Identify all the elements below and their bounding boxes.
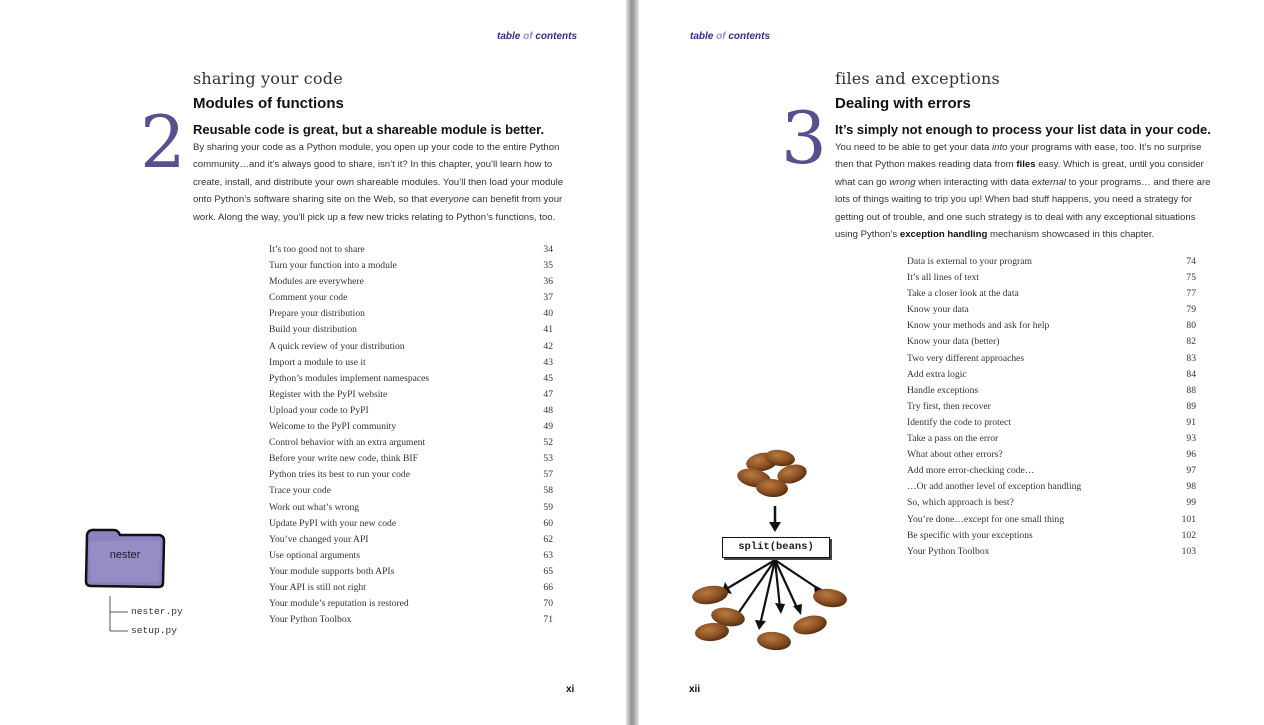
toc-entry[interactable] <box>269 580 553 596</box>
toc-entry-page: 41 <box>543 324 553 336</box>
toc-entry-page: 62 <box>543 533 553 545</box>
intro-text-segment: mechanism showcased in this chapter. <box>987 229 1155 241</box>
toc-entry-page: 36 <box>543 276 553 288</box>
toc-entry[interactable] <box>907 544 1196 560</box>
toc-entry-page: 66 <box>543 581 553 593</box>
intro-text-segment: exception handling <box>899 229 988 241</box>
file-setup-py: setup.py <box>131 625 178 636</box>
toc-entry-label: Add more error-checking code… <box>907 465 1035 477</box>
toc-entry-label: Your Python Toolbox <box>907 545 990 557</box>
toc-entry-page: 59 <box>543 501 553 513</box>
toc-entry-page: 63 <box>543 549 553 561</box>
toc-entry-label: Know your data <box>907 304 969 316</box>
toc-entry-page: 101 <box>1181 513 1196 525</box>
toc-entry-label: You’re done…except for one small thing <box>907 513 1065 525</box>
toc-entry[interactable] <box>907 479 1196 495</box>
toc-entry-label: Work out what’s wrong <box>269 501 360 513</box>
toc-entry-label: …Or add another level of exception handling <box>907 481 1082 493</box>
toc-entry-label: Data is external to your program <box>907 256 1032 267</box>
arrow-down-icon <box>769 506 781 532</box>
toc-entry-label: What about other errors? <box>907 449 1003 461</box>
toc-entry-page: 102 <box>1181 529 1196 541</box>
toc-entry-label: Register with the PyPI website <box>269 388 388 400</box>
toc-entry-page: 80 <box>1186 320 1196 332</box>
intro-text-segment: consider what can go <box>835 159 1204 188</box>
toc-entry-page: 84 <box>1186 368 1196 380</box>
toc-entry[interactable] <box>269 435 553 451</box>
toc-entry-label: Before your write new code, think BIF <box>269 453 418 465</box>
toc-entry[interactable] <box>269 483 553 499</box>
intro-text-segment: situations using Python’s <box>835 211 1196 241</box>
toc-entry-page: 71 <box>543 614 553 626</box>
toc-entry[interactable] <box>269 290 553 306</box>
chapter-section-name: sharing your code <box>193 69 343 88</box>
chapter-intro <box>835 139 1220 243</box>
toc-entry-page: 57 <box>543 469 553 481</box>
toc-entry-label: Your API is still not right <box>269 581 366 593</box>
toc-entry-label: Turn your function into a module <box>269 260 397 272</box>
folder-label: nester <box>109 549 141 561</box>
toc-entry-page: 93 <box>1186 433 1196 445</box>
toc-entry-page: 60 <box>543 517 553 529</box>
left-page <box>0 0 626 725</box>
toc-entry-page: 48 <box>543 404 553 416</box>
toc-entry-page: 58 <box>543 485 553 497</box>
intro-text-segment: files <box>1016 159 1036 171</box>
bean-pile-icon <box>736 448 809 498</box>
running-head-contents: contents <box>535 31 578 42</box>
toc-entry[interactable] <box>269 467 553 483</box>
toc-entry[interactable] <box>269 339 553 355</box>
page-number: xii <box>689 684 701 695</box>
toc-entry-page: 65 <box>543 565 553 577</box>
toc-entry[interactable] <box>269 532 553 548</box>
toc-entry[interactable] <box>269 371 553 387</box>
chapter-number: 2 <box>140 100 186 184</box>
chapter-title: Modules of functions <box>193 95 344 112</box>
toc-entry-label: Try first, then recover <box>907 400 991 412</box>
toc-entry[interactable] <box>907 383 1196 399</box>
book-gutter <box>626 0 639 725</box>
toc-entry-page: 77 <box>1186 288 1196 300</box>
toc-entry[interactable] <box>269 403 553 419</box>
toc-entry-label: Prepare your distribution <box>269 308 365 320</box>
chapter-number: 3 <box>781 96 827 180</box>
toc-entry[interactable] <box>269 274 553 290</box>
toc-entry[interactable] <box>269 548 553 564</box>
toc-entry-label: Your module’s reputation is restored <box>269 598 409 610</box>
toc-entry-page: 37 <box>543 292 553 304</box>
toc-entry-label: You’ve changed your API <box>269 533 369 545</box>
toc-entry[interactable] <box>907 447 1196 463</box>
toc-entry[interactable] <box>269 258 553 274</box>
toc-entry-label: Welcome to the PyPI community <box>269 421 397 433</box>
toc-entry-label: Control behavior with an extra argument <box>269 437 426 449</box>
toc-entry-page: 43 <box>543 356 553 368</box>
toc-entry-label: Handle exceptions <box>907 384 979 396</box>
toc-entry-page: 45 <box>543 372 553 384</box>
toc-entry-page: 89 <box>1186 400 1196 412</box>
toc-entry-label: Add extra logic <box>907 368 967 380</box>
toc-entry-label: Your module supports both APIs <box>269 565 395 577</box>
toc-entry[interactable] <box>907 270 1196 286</box>
toc-entry-label: Import a module to use it <box>269 356 366 368</box>
toc-entry-label: Python’s modules implement namespaces <box>269 372 430 384</box>
toc-entry-label: It’s too good not to share <box>269 244 365 255</box>
running-head-table: table <box>690 31 714 42</box>
toc-entry[interactable] <box>269 596 553 612</box>
toc-entry[interactable] <box>269 564 553 580</box>
toc-entry[interactable] <box>269 387 553 403</box>
chapter-intro <box>193 139 578 226</box>
toc-entry-label: So, which approach is best? <box>907 497 1014 509</box>
toc-entry-label: Your Python Toolbox <box>269 614 352 626</box>
intro-text-segment: community…and it’s always good to share, isn’t it? In this chapter, you’ll learn how to <box>193 159 553 171</box>
toc-entry-page: 42 <box>543 340 553 352</box>
toc-entry-page: 96 <box>1186 449 1196 461</box>
intro-text-segment: onto Python’s software sharing site on the Web, so that <box>193 194 430 206</box>
toc-entry[interactable] <box>269 242 553 258</box>
toc-entry[interactable] <box>907 254 1196 270</box>
toc-entry-page: 83 <box>1186 352 1196 364</box>
toc-entry[interactable] <box>907 286 1196 302</box>
toc-entry-label: Comment your code <box>269 292 348 304</box>
toc-entry-page: 97 <box>1186 465 1196 477</box>
page-number: xi <box>566 684 575 695</box>
running-head-of: of <box>523 31 533 42</box>
toc-entry-page: 82 <box>1186 336 1196 348</box>
toc-entry[interactable] <box>269 419 553 435</box>
intro-text-segment: easy. Which is great, until you <box>1035 159 1168 171</box>
intro-text-segment: You need to be able to get your data <box>835 142 993 153</box>
toc-entry[interactable] <box>269 451 553 467</box>
toc-entry[interactable] <box>907 302 1196 318</box>
intro-text-segment: to your programs… <box>1065 176 1154 188</box>
toc-entry-label: Modules are everywhere <box>269 276 364 288</box>
toc-entry-page: 88 <box>1186 384 1196 396</box>
chapter-subtitle: Reusable code is great, but a shareable module is better. <box>193 122 545 137</box>
toc-entry[interactable] <box>269 306 553 322</box>
intro-text-segment: your programs with ease, too. It’s no surprise <box>1007 142 1202 153</box>
intro-text-segment: and there are lots of things waiting to trip you up! When bad stuff happens, you need a <box>835 176 1211 206</box>
toc-entry-label: Take a closer look at the data <box>907 288 1019 300</box>
intro-text-segment: By sharing your code as a Python module, you open up your code to the entire Python <box>193 142 560 153</box>
toc-entry-page: 91 <box>1186 416 1196 428</box>
intro-text-segment: strategy for getting out of trouble, and one such strategy is to deal with any exceptional <box>835 194 1193 223</box>
toc-entry-label: A quick review of your distribution <box>269 340 405 352</box>
toc-entry-label: Know your data (better) <box>907 336 1000 348</box>
toc-entry[interactable] <box>269 355 553 371</box>
toc-entry-label: Be specific with your exceptions <box>907 529 1033 541</box>
chapter-section-name: files and exceptions <box>835 69 1000 88</box>
intro-text-segment: wrong <box>889 176 916 188</box>
toc-entry-label: Python tries its best to run your code <box>269 469 410 481</box>
split-beans-label: split(beans) <box>722 537 830 558</box>
intro-text-segment: when interacting with data <box>915 176 1032 188</box>
toc-entry-page: 40 <box>543 308 553 320</box>
toc-entry[interactable] <box>907 431 1196 447</box>
toc-list <box>269 242 553 628</box>
toc-entry-label: Build your distribution <box>269 324 357 336</box>
chapter-subtitle: It’s simply not enough to process your list data in your code. <box>835 122 1211 137</box>
toc-entry[interactable] <box>907 463 1196 479</box>
running-head-left <box>497 31 577 42</box>
toc-entry[interactable] <box>907 351 1196 367</box>
intro-text-segment: work. Along the way, you’ll pick up a few new tricks relating to Python’s functions, too. <box>193 211 556 223</box>
toc-entry[interactable] <box>269 322 553 338</box>
toc-entry-page: 47 <box>543 388 553 400</box>
running-head-right <box>690 31 770 42</box>
toc-entry-label: Two very different approaches <box>907 352 1025 364</box>
toc-entry-page: 34 <box>543 244 553 255</box>
toc-entry-label: It’s all lines of text <box>907 272 979 284</box>
toc-entry-page: 75 <box>1186 272 1196 284</box>
toc-entry[interactable] <box>907 495 1196 511</box>
toc-entry[interactable] <box>907 399 1196 415</box>
bean-scatter-icon <box>691 584 848 652</box>
toc-entry[interactable] <box>907 318 1196 334</box>
toc-entry-label: Know your methods and ask for help <box>907 320 1050 332</box>
toc-entry[interactable] <box>907 334 1196 350</box>
intro-text-segment: can benefit from your <box>469 194 563 206</box>
toc-entry-label: Identify the code to protect <box>907 416 1011 428</box>
toc-entry[interactable] <box>907 415 1196 431</box>
toc-entry-label: Take a pass on the error <box>907 433 999 445</box>
toc-entry-label: Trace your code <box>269 485 331 497</box>
running-head-contents: contents <box>728 31 771 42</box>
intro-text-segment: create, install, and distribute your own shareable modules. You’ll then load your module <box>193 176 564 188</box>
toc-list <box>907 254 1196 560</box>
toc-entry[interactable] <box>907 367 1196 383</box>
intro-text-segment: then that Python makes reading data from <box>835 159 1017 171</box>
toc-entry-page: 99 <box>1186 497 1196 509</box>
toc-entry-page: 52 <box>543 437 553 449</box>
toc-entry-page: 70 <box>543 598 553 610</box>
file-nester-py: nester.py <box>131 606 183 617</box>
toc-entry[interactable] <box>907 528 1196 544</box>
toc-entry-label: Update PyPI with your new code <box>269 517 397 529</box>
toc-entry[interactable] <box>269 516 553 532</box>
toc-entry[interactable] <box>907 512 1196 528</box>
file-tree-lines <box>108 596 132 636</box>
toc-entry-label: Use optional arguments <box>269 549 360 561</box>
intro-text-segment: into <box>992 142 1008 153</box>
intro-text-segment: external <box>1031 176 1066 188</box>
intro-text-segment: everyone <box>429 194 470 206</box>
running-head-of: of <box>716 31 726 42</box>
toc-entry-page: 98 <box>1186 481 1196 493</box>
toc-entry-page: 74 <box>1186 256 1196 267</box>
toc-entry-page: 79 <box>1186 304 1196 316</box>
toc-entry-page: 103 <box>1181 545 1196 557</box>
toc-entry[interactable] <box>269 500 553 516</box>
chapter-title: Dealing with errors <box>835 95 971 112</box>
running-head-table: table <box>497 31 521 42</box>
toc-entry-page: 49 <box>543 421 553 433</box>
toc-entry-label: Upload your code to PyPI <box>269 404 369 416</box>
toc-entry-page: 35 <box>543 260 553 272</box>
toc-entry-page: 53 <box>543 453 553 465</box>
toc-entry[interactable] <box>269 612 553 628</box>
